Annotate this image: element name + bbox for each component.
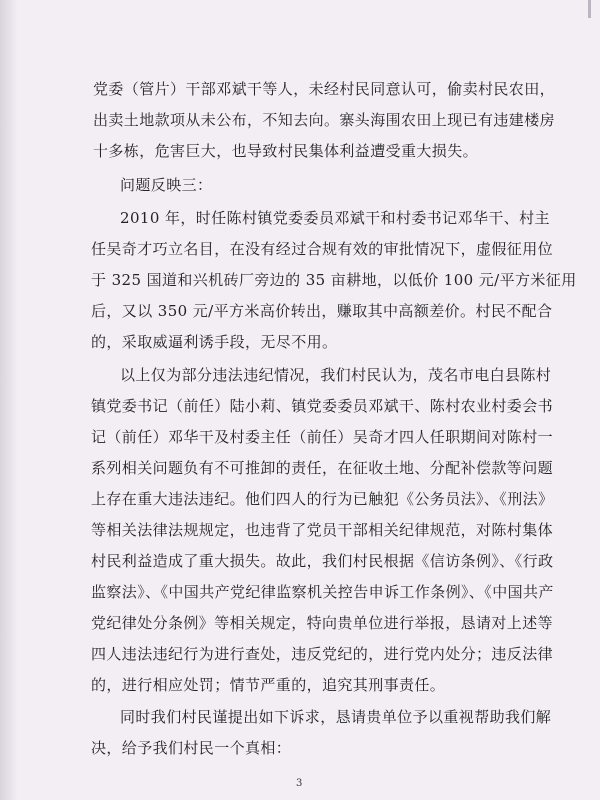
text-line: 任吴奇才巧立名目，在没有经过合规有效的审批情况下，虚假征用位 bbox=[91, 240, 554, 258]
text-line: 决，给予我们村民一个真相： bbox=[91, 739, 292, 757]
text-line: 同时我们村民谨提出如下诉求，恳请贵单位予以重视帮助我们解 bbox=[120, 708, 552, 726]
text-line: 以上仅为部分违法违纪情况，我们村民认为，茂名市电白县陈村 bbox=[120, 366, 552, 384]
text-line: 上存在重大违法违纪。他们四人的行为已触犯《公务员法》、《刑法》 bbox=[91, 490, 554, 508]
text-line: 等相关法律法规规定，也违背了党员干部相关纪律规范，对陈村集体 bbox=[91, 521, 554, 539]
page-number: 3 bbox=[296, 778, 303, 789]
text-line: 四人违法违纪行为进行查处，违反党纪的，进行党内处分；违反法律 bbox=[91, 645, 554, 663]
text-line: 十多栋，危害巨大，也导致村民集体利益遭受重大损失。 bbox=[93, 142, 479, 160]
text-line: 于 325 国道和兴机砖厂旁边的 35 亩耕地，以低价 100 元/平方米征用 bbox=[91, 271, 577, 289]
text-line: 的，采取威逼利诱手段，无尽不用。 bbox=[91, 333, 338, 351]
text-line: 的，进行相应处罚；情节严重的，追究其刑事责任。 bbox=[91, 676, 446, 694]
text-line: 出卖土地款项从未公布，不知去向。寨头海围农田上现已有违建楼房 bbox=[93, 111, 556, 129]
text-line: 党委（管片）干部邓斌干等人，未经村民同意认可，偷卖村民农田， bbox=[93, 80, 556, 98]
text-line: 系列相关问题负有不可推卸的责任，在征收土地、分配补偿款等问题 bbox=[91, 459, 554, 477]
text-line: 后，又以 350 元/平方米高价转出，赚取其中高额差价。村民不配合 bbox=[91, 302, 553, 320]
text-line: 党纪律处分条例》等相关规定，特向贵单位进行举报，恳请对上述等 bbox=[91, 614, 554, 632]
text-line: 村民利益造成了重大损失。故此，我们村民根据《信访条例》、《行政 bbox=[91, 552, 554, 570]
scan-edge-mark bbox=[588, 0, 591, 18]
text-line: 镇党委书记（前任）陆小莉、镇党委委员邓斌干、陈村农业村委会书 bbox=[91, 397, 554, 415]
text-line: 记（前任）邓华干及村委主任（前任）吴奇才四人任职期间对陈村一 bbox=[91, 428, 554, 446]
section-heading: 问题反映三： bbox=[120, 176, 213, 194]
text-line: 2010 年，时任陈村镇党委委员邓斌干和村委书记邓华干、村主 bbox=[120, 209, 550, 227]
text-line: 监察法》、《中国共产党纪律监察机关控告申诉工作条例》、《中国共产 bbox=[91, 583, 554, 601]
